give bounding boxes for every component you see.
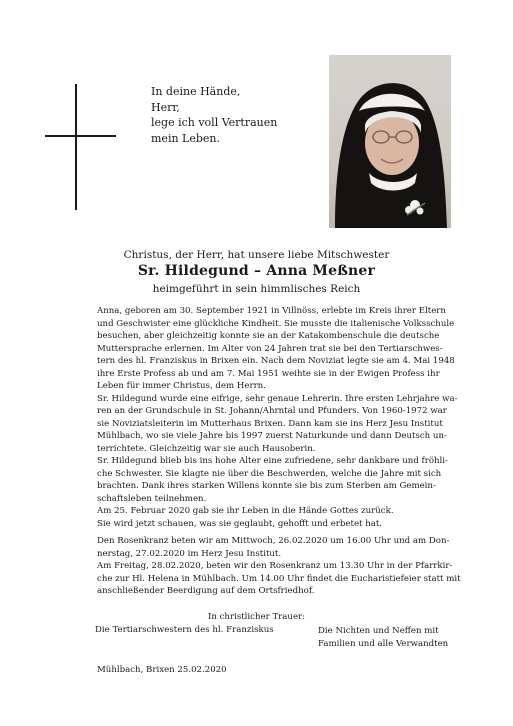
text-line: Sr. Hildegund blieb bis ins hohe Alter eine zufriedene, sehr dankbare und fröhli- (97, 456, 448, 466)
text-line: Mühlbach, wo sie viele Jahre bis 1997 zuerst Naturkunde und dann Deutsch un- (97, 431, 447, 441)
mourners-right-line: Familien und alle Verwandten (318, 639, 449, 649)
mourners-title: In christlicher Trauer: (207, 612, 306, 622)
mourners-right-line: Die Nichten und Neffen mit (318, 626, 439, 636)
heading-outro: heimgeführt in sein himmlisches Reich (152, 283, 361, 295)
text-line: Am 25. Februar 2020 gab sie ihr Leben in die Hände Gottes zurück. (97, 506, 394, 516)
verse-line: Herr, (151, 100, 180, 114)
text-line: und Geschwister eine glückliche Kindheit. Sie musste die italienische Volksschule (97, 318, 455, 329)
cross-horizontal-bar (45, 135, 116, 137)
mourners-left: Die Tertiarschwestern des hl. Franziskus (95, 625, 274, 635)
text-line: Am Freitag, 28.02.2020, beten wir den Rosenkranz um 13.30 Uhr in der Pfarrkir- (97, 561, 453, 571)
heading-intro: Christus, der Herr, hat unsere liebe Mitschwester (123, 249, 390, 261)
text-line: terrichtete. Gleichzeitig war sie auch Hausoberin. (97, 443, 316, 454)
verse-line: lege ich voll Vertrauen (151, 116, 278, 129)
obituary-text (97, 305, 461, 598)
text-line: che zur Hl. Helena in Mühlbach. Um 14.00 Uhr findet die Eucharistiefeier statt mit (97, 573, 461, 584)
place-date: Mühlbach, Brixen 25.02.2020 (97, 665, 227, 675)
verse (151, 84, 277, 146)
text-line: brachten. Dank ihres starken Willens konnte sie bis zum Sterben am Gemein- (97, 481, 436, 491)
text-line: besuchen, aber gleichzeitig konnte sie an der Katakombenschule die deutsche (97, 331, 440, 341)
text-line: Anna, geboren am 30. September 1921 in Villnöss, erlebte im Kreis ihrer Eltern (97, 306, 446, 316)
text-line: nerstag, 27.02.2020 im Herz Jesu Institut. (97, 548, 282, 559)
portrait-photo (329, 55, 451, 228)
cross-vertical-bar (75, 84, 77, 210)
text-line: Den Rosenkranz beten wir am Mittwoch, 26.02.2020 um 16.00 Uhr und am Don- (97, 536, 450, 546)
text-line: anschließender Beerdigung auf dem Ortsfriedhof. (97, 586, 315, 596)
text-line: Sr. Hildegund wurde eine eifrige, sehr genaue Lehrerin. Ihre ersten Lehrjahre wa- (97, 393, 458, 404)
text-line: che Schwester. Sie klagte nie über die Beschwerden, welche die Jahre mit sich (97, 468, 442, 479)
verse-line: mein Leben. (151, 131, 220, 145)
deceased-name: Sr. Hildegund – Anna Meßner (137, 263, 376, 279)
text-line: schaftsleben teilnehmen. (97, 493, 207, 504)
text-line: Leben für immer Christus, dem Herrn. (97, 381, 266, 391)
text-line: Muttersprache erlernen. Im Alter von 24 Jahren trat sie bei den Tertiarschwes- (97, 343, 443, 354)
text-line: ihre Erste Profess ab und am 7. Mai 1951 weihte sie in der Ewigen Profess ihr (97, 368, 440, 379)
verse-line: In deine Hände, (151, 85, 241, 98)
text-line: ren an der Grundschule in St. Johann/Ahrntal und Pfunders. Von 1960-1972 war (97, 406, 447, 416)
text-line: sie Noviziatsleiterin im Mutterhaus Brixen. Dann kam sie ins Herz Jesu Institut (97, 418, 443, 429)
mourners-right (318, 625, 448, 651)
text-line: Sie wird jetzt schauen, was sie geglaubt, gehofft und erbetet hat. (97, 518, 383, 529)
text-line: tern des hl. Franziskus in Brixen ein. Nach dem Noviziat legte sie am 4. Mai 1948 (97, 356, 455, 366)
